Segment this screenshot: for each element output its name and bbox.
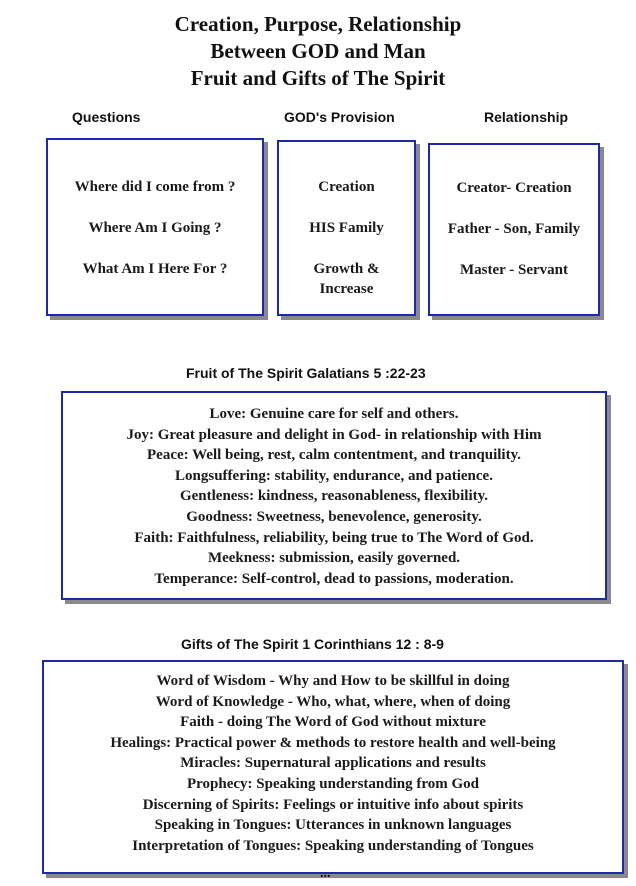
footer-ellipsis: ... <box>320 866 331 881</box>
gift-line: Prophecy: Speaking understanding from God <box>187 775 479 792</box>
fruit-line: Longsuffering: stability, endurance, and patience. <box>175 467 493 484</box>
gift-line: Word of Knowledge - Who, what, where, when of doing <box>155 693 511 710</box>
questions-box <box>46 138 264 316</box>
provision-heading: GOD's Provision <box>284 109 395 125</box>
relationship-box <box>428 143 600 316</box>
gifts-heading: Gifts of The Spirit 1 Corinthians 12 : 8-9 <box>181 636 444 652</box>
provision-item: HIS Family <box>309 220 384 236</box>
relationship-item: Creator- Creation <box>456 180 572 196</box>
gift-line: Speaking in Tongues: Utterances in unknown languages <box>154 817 512 834</box>
fruit-line: Goodness: Sweetness, benevolence, generosity. <box>186 508 482 525</box>
gift-line: Word of Wisdom - Why and How to be skillful in doing <box>156 673 510 689</box>
questions-heading: Questions <box>72 109 141 125</box>
gift-line: Interpretation of Tongues: Speaking understanding of Tongues <box>132 837 534 854</box>
fruit-line: Peace: Well being, rest, calm contentment, and tranquility. <box>147 447 521 464</box>
fruit-box <box>61 391 607 600</box>
relationship-heading: Relationship <box>484 109 569 125</box>
provision-box <box>277 140 416 316</box>
fruit-line: Love: Genuine care for self and others. <box>209 406 459 422</box>
relationship-item: Master - Servant <box>459 262 569 278</box>
provision-item: Growth & <box>313 261 380 277</box>
fruit-line: Temperance: Self-control, dead to passions, moderation. <box>154 570 514 587</box>
fruit-heading: Fruit of The Spirit Galatians 5 :22-23 <box>186 365 426 381</box>
fruit-line: Gentleness: kindness, reasonableness, flexibility. <box>179 488 489 505</box>
gifts-box <box>42 660 624 874</box>
gift-line: Miracles: Supernatural applications and results <box>180 755 486 772</box>
question-item: Where did I come from ? <box>74 179 236 195</box>
relationship-item: Father - Son, Family <box>447 221 581 237</box>
question-item: Where Am I Going ? <box>88 220 222 236</box>
title-line-2: Between GOD and Man <box>210 39 426 63</box>
gift-line: Discerning of Spirits: Feelings or intuitive info about spirits <box>142 796 524 813</box>
gift-line: Faith - doing The Word of God without mixture <box>180 714 486 731</box>
question-item: What Am I Here For ? <box>82 261 228 277</box>
fruit-line: Meekness: submission, easily governed. <box>207 550 461 567</box>
gift-line: Healings: Practical power & methods to restore health and well-being <box>110 734 556 751</box>
provision-item: Increase <box>319 281 374 297</box>
page-title <box>0 11 636 92</box>
fruit-line: Faith: Faithfulness, reliability, being true to The Word of God. <box>134 529 534 546</box>
fruit-line: Joy: Great pleasure and delight in God- in relationship with Him <box>126 426 542 443</box>
provision-item: Creation <box>318 179 375 195</box>
title-line-3: Fruit and Gifts of The Spirit <box>190 66 446 90</box>
title-line-1: Creation, Purpose, Relationship <box>174 12 462 36</box>
